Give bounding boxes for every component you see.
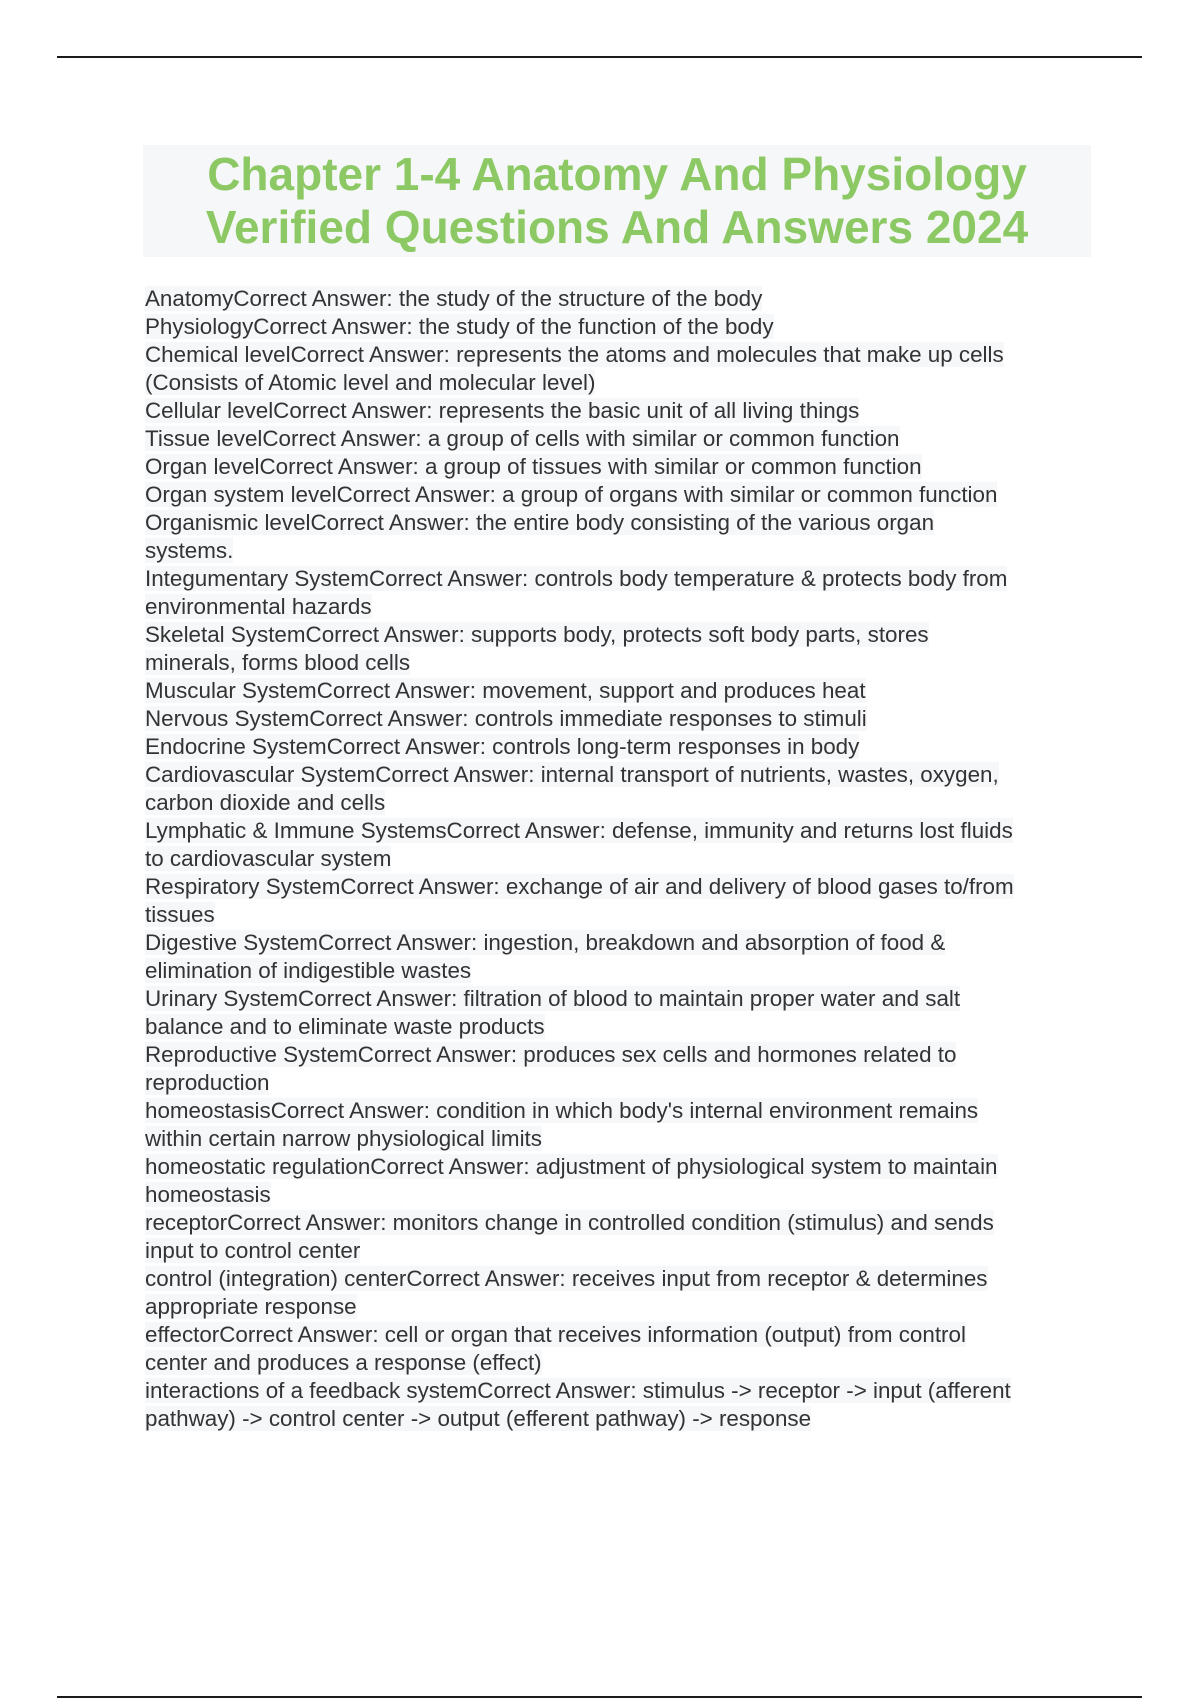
qa-item xyxy=(145,565,1095,621)
qa-item xyxy=(145,733,1095,761)
qa-text: Integumentary SystemCorrect Answer: controls body temperature & protects body from environmental hazards xyxy=(145,566,1008,619)
qa-text: interactions of a feedback systemCorrect Answer: stimulus -> receptor -> input (afferent pathway) -> control center -> output (efferent pathway) -> response xyxy=(145,1378,1011,1431)
qa-text: homeostasisCorrect Answer: condition in which body's internal environment remains within certain narrow physiological limits xyxy=(145,1098,979,1151)
qa-text: homeostatic regulationCorrect Answer: adjustment of physiological system to maintain homeostasis xyxy=(145,1154,998,1207)
qa-text: Digestive SystemCorrect Answer: ingestion, breakdown and absorption of food & elimination of indigestible wastes xyxy=(145,930,946,983)
qa-text: Lymphatic & Immune SystemsCorrect Answer: defense, immunity and returns lost fluids to cardiovascular system xyxy=(145,818,1013,871)
qa-item xyxy=(145,985,1095,1041)
qa-text: Cardiovascular SystemCorrect Answer: internal transport of nutrients, wastes, oxygen, carbon dioxide and cells xyxy=(145,762,999,815)
top-rule xyxy=(57,56,1142,58)
qa-text: Respiratory SystemCorrect Answer: exchange of air and delivery of blood gases to/from tissues xyxy=(145,874,1014,927)
qa-item xyxy=(145,1153,1095,1209)
qa-text: Tissue levelCorrect Answer: a group of cells with similar or common function xyxy=(145,426,900,451)
qa-text: Organ levelCorrect Answer: a group of tissues with similar or common function xyxy=(145,454,922,479)
qa-text: Organ system levelCorrect Answer: a group of organs with similar or common function xyxy=(145,482,998,507)
qa-item xyxy=(145,761,1095,817)
qa-item xyxy=(145,1097,1095,1153)
qa-item xyxy=(145,425,1095,453)
qa-text: Nervous SystemCorrect Answer: controls immediate responses to stimuli xyxy=(145,706,867,731)
qa-item xyxy=(145,873,1095,929)
qa-text: AnatomyCorrect Answer: the study of the structure of the body xyxy=(145,286,763,311)
qa-text: Skeletal SystemCorrect Answer: supports body, protects soft body parts, stores minerals, forms blood cells xyxy=(145,622,929,675)
qa-item xyxy=(145,1265,1095,1321)
qa-text: Muscular SystemCorrect Answer: movement, support and produces heat xyxy=(145,678,866,703)
qa-item xyxy=(145,341,1095,397)
qa-text: Endocrine SystemCorrect Answer: controls long-term responses in body xyxy=(145,734,860,759)
qa-item xyxy=(145,621,1095,677)
title-line-2: Verified Questions And Answers 2024 xyxy=(205,201,1029,253)
qa-text: Cellular levelCorrect Answer: represents the basic unit of all living things xyxy=(145,398,860,423)
qa-list xyxy=(145,285,1095,1433)
qa-item xyxy=(145,929,1095,985)
qa-item xyxy=(145,705,1095,733)
qa-text: Reproductive SystemCorrect Answer: produces sex cells and hormones related to reproduction xyxy=(145,1042,957,1095)
qa-item xyxy=(145,1377,1095,1433)
qa-item xyxy=(145,817,1095,873)
qa-item xyxy=(145,1041,1095,1097)
qa-text: PhysiologyCorrect Answer: the study of the function of the body xyxy=(145,314,774,339)
qa-item xyxy=(145,481,1095,509)
qa-text: Organismic levelCorrect Answer: the entire body consisting of the various organ systems. xyxy=(145,510,935,563)
qa-item xyxy=(145,397,1095,425)
qa-item xyxy=(145,313,1095,341)
qa-text: Chemical levelCorrect Answer: represents the atoms and molecules that make up cells (Consists of Atomic level and molecular level) xyxy=(145,342,1004,395)
qa-item xyxy=(145,285,1095,313)
title-line-1: Chapter 1-4 Anatomy And Physiology xyxy=(207,148,1027,200)
qa-item xyxy=(145,509,1095,565)
qa-item xyxy=(145,1209,1095,1265)
qa-text: effectorCorrect Answer: cell or organ that receives information (output) from control center and produces a response (effect) xyxy=(145,1322,966,1375)
qa-text: receptorCorrect Answer: monitors change in controlled condition (stimulus) and sends input to control center xyxy=(145,1210,994,1263)
qa-text: Urinary SystemCorrect Answer: filtration of blood to maintain proper water and salt balance and to eliminate waste products xyxy=(145,986,961,1039)
document-title xyxy=(143,145,1091,257)
qa-text: control (integration) centerCorrect Answer: receives input from receptor & determines appropriate response xyxy=(145,1266,988,1319)
bottom-rule xyxy=(57,1696,1142,1698)
qa-item xyxy=(145,453,1095,481)
qa-item xyxy=(145,677,1095,705)
qa-item xyxy=(145,1321,1095,1377)
